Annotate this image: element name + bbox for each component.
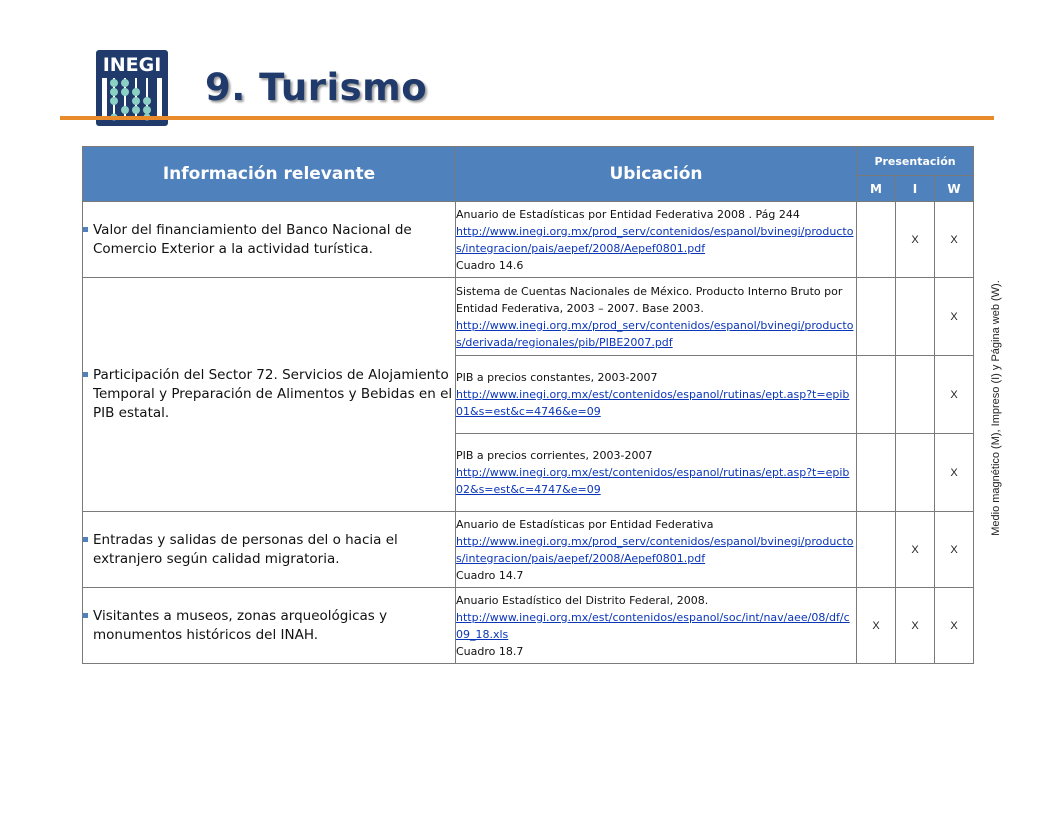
header-info: Información relevante	[83, 147, 456, 202]
source-link[interactable]: http://www.inegi.org.mx/prod_serv/contenidos/espanol/bvinegi/productos/integracion/pais/aepef/2008/Aepef0801.pdf	[456, 534, 854, 565]
location-cell	[456, 588, 857, 664]
logo-text: INEGI	[102, 54, 162, 76]
table-note: Cuadro 18.7	[456, 644, 524, 658]
info-text: Participación del Sector 72. Servicios de Alojamiento Temporal y Preparación de Alimentos y Bebidas en el PIB estatal.	[93, 367, 453, 421]
mark-m: X	[857, 588, 896, 664]
source-text: Anuario de Estadísticas por Entidad Federativa 2008 . Pág 244	[456, 207, 800, 221]
info-cell	[83, 278, 456, 512]
source-link[interactable]: http://www.inegi.org.mx/est/contenidos/espanol/rutinas/ept.asp?t=epib02&s=est&c=4747&e=09	[456, 466, 850, 496]
source-text: PIB a precios constantes, 2003-2007	[456, 371, 658, 384]
source-text: Anuario Estadístico del Distrito Federal, 2008.	[456, 593, 709, 607]
mark-w: X	[935, 434, 974, 512]
info-cell	[83, 202, 456, 278]
mark-w: X	[935, 588, 974, 664]
source-link[interactable]: http://www.inegi.org.mx/prod_serv/contenidos/espanol/bvinegi/productos/integracion/pais/aepef/2008/Aepef0801.pdf	[456, 224, 854, 255]
mark-i: X	[896, 512, 935, 588]
source-text: Sistema de Cuentas Nacionales de México. Producto Interno Bruto por Entidad Federativa, 2003 – 2007. Base 2003.	[456, 284, 843, 315]
source-link[interactable]: http://www.inegi.org.mx/est/contenidos/espanol/rutinas/ept.asp?t=epib01&s=est&c=4746&e=09	[456, 388, 850, 418]
table-note: Cuadro 14.7	[456, 568, 524, 582]
bullet-icon	[83, 613, 88, 618]
info-cell	[83, 512, 456, 588]
location-cell	[456, 278, 857, 356]
bullet-icon	[83, 372, 88, 377]
mark-m	[857, 512, 896, 588]
mark-m	[857, 434, 896, 512]
location-cell	[456, 356, 857, 434]
source-text: PIB a precios corrientes, 2003-2007	[456, 449, 653, 462]
mark-m	[857, 278, 896, 356]
info-text: Valor del financiamiento del Banco Nacional de Comercio Exterior a la actividad turística.	[93, 221, 412, 257]
header-location: Ubicación	[456, 147, 857, 202]
mark-m	[857, 202, 896, 278]
mark-i: X	[896, 588, 935, 664]
table-row	[83, 588, 974, 664]
table-note: Cuadro 14.6	[456, 258, 524, 272]
table-row	[83, 512, 974, 588]
mark-w: X	[935, 512, 974, 588]
page-title: 9. Turismo	[205, 66, 428, 109]
mark-w: X	[935, 356, 974, 434]
header-presentation: Presentación	[857, 147, 974, 176]
info-text: Visitantes a museos, zonas arqueológicas y monumentos históricos del INAH.	[93, 607, 388, 643]
table-row	[83, 278, 974, 356]
mark-i	[896, 278, 935, 356]
mark-m	[857, 356, 896, 434]
location-cell	[456, 434, 857, 512]
info-cell	[83, 588, 456, 664]
source-text: Anuario de Estadísticas por Entidad Federativa	[456, 517, 714, 531]
mark-w: X	[935, 202, 974, 278]
source-link[interactable]: http://www.inegi.org.mx/prod_serv/contenidos/espanol/bvinegi/productos/derivada/regionales/pib/PIBE2007.pdf	[456, 318, 854, 349]
bullet-icon	[83, 537, 88, 542]
mark-i	[896, 434, 935, 512]
header-m: M	[857, 176, 896, 202]
mark-w: X	[935, 278, 974, 356]
inegi-logo-icon	[96, 50, 168, 126]
title-rule	[60, 116, 994, 120]
info-table	[82, 146, 974, 664]
table-row	[83, 202, 974, 278]
header-w: W	[935, 176, 974, 202]
bullet-icon	[83, 227, 88, 232]
location-cell	[456, 202, 857, 278]
source-link[interactable]: http://www.inegi.org.mx/est/contenidos/espanol/soc/int/nav/aee/08/df/c09_18.xls	[456, 610, 850, 641]
location-cell	[456, 512, 857, 588]
header-i: I	[896, 176, 935, 202]
mark-i	[896, 356, 935, 434]
presentation-legend: Medio magnético (M), Impreso (I) y Página web (W).	[990, 280, 1002, 536]
mark-i: X	[896, 202, 935, 278]
info-text: Entradas y salidas de personas del o hacia el extranjero según calidad migratoria.	[93, 531, 398, 567]
